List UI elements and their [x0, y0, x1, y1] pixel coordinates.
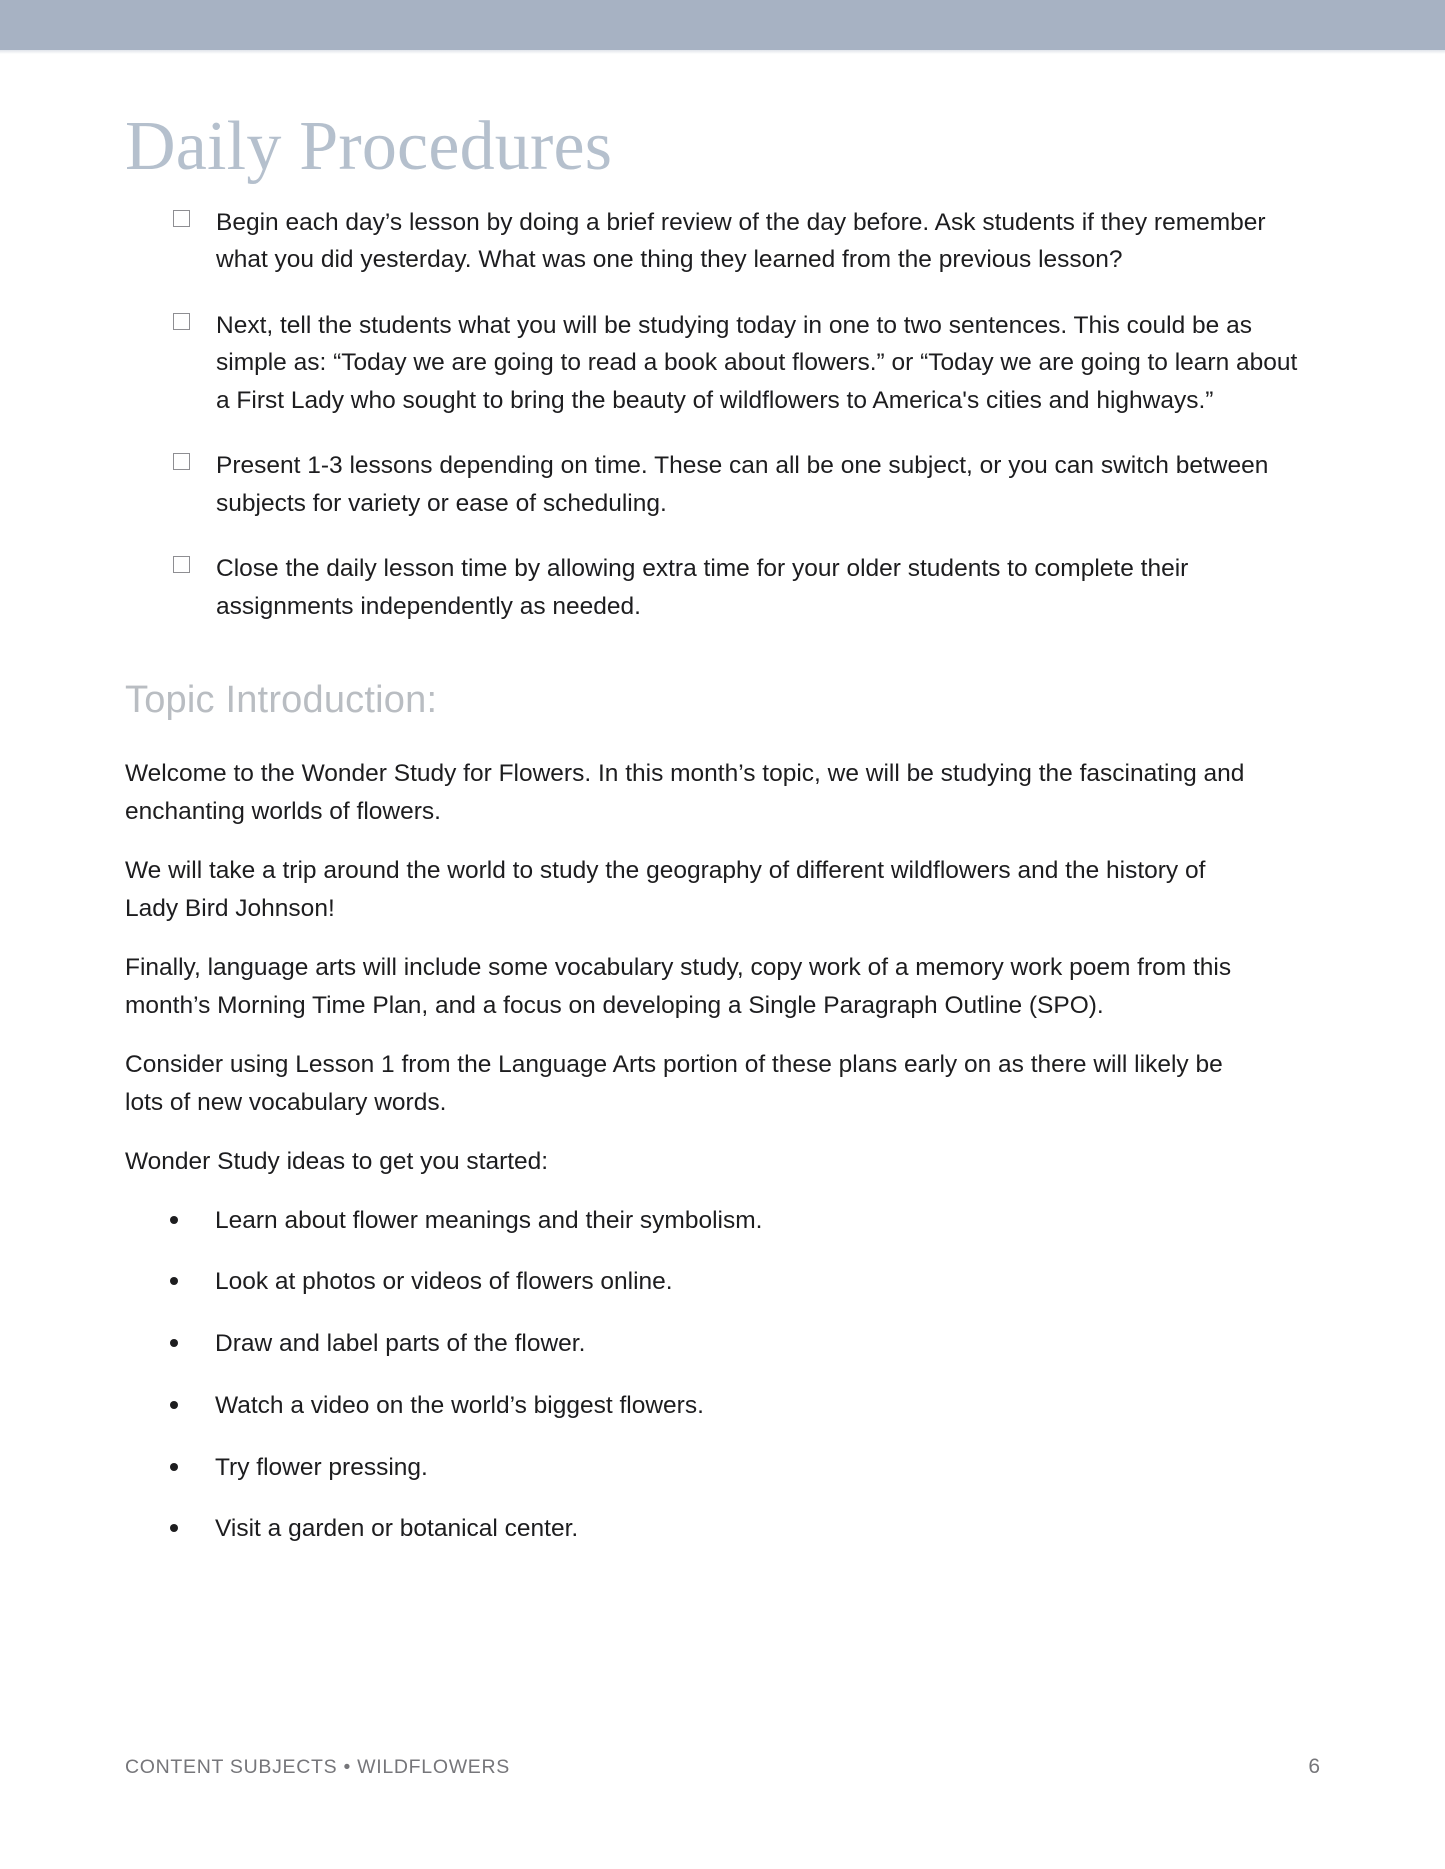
wonder-study-ideas-list — [125, 1203, 1315, 1549]
paragraph: Consider using Lesson 1 from the Language Arts portion of these plans early on as there will likely be lots of new vocabulary words. — [125, 1051, 1223, 1116]
checklist-item[interactable] — [125, 204, 1315, 279]
list-item — [125, 1203, 1315, 1240]
page-footer — [125, 1755, 1320, 1779]
empty-checkbox-icon[interactable] — [173, 556, 190, 573]
list-item-text: Watch a video on the world’s biggest flowers. — [215, 1391, 704, 1419]
checklist-item-text: Present 1-3 lessons depending on time. These can all be one subject, or you can switch between subjects for variety or ease of scheduling. — [216, 452, 1269, 517]
list-item — [125, 1388, 1315, 1425]
checklist-item[interactable] — [125, 550, 1315, 625]
bullet-dot-icon — [170, 1463, 178, 1471]
empty-checkbox-icon[interactable] — [173, 453, 190, 470]
checklist-item[interactable] — [125, 447, 1315, 522]
page-title: Daily Procedures — [125, 108, 613, 185]
checklist-item-text: Begin each day’s lesson by doing a brief review of the day before. Ask students if they remember what you did yesterday. What was one thing they learned from the previous lesson? — [216, 209, 1266, 274]
section-spacer — [125, 625, 1315, 680]
bullet-dot-icon — [170, 1277, 178, 1285]
checklist-item-text: Close the daily lesson time by allowing extra time for your older students to complete their assignments independently as needed. — [216, 555, 1189, 620]
list-item-text: Visit a garden or botanical center. — [215, 1515, 579, 1543]
bullet-dot-icon — [170, 1216, 178, 1224]
paragraph: Wonder Study ideas to get you started: — [125, 1148, 549, 1176]
list-item — [125, 1326, 1315, 1363]
list-item-text: Try flower pressing. — [215, 1453, 428, 1481]
paragraph: Welcome to the Wonder Study for Flowers. In this month’s topic, we will be studying the fascinating and enchanting worlds of flowers. — [125, 760, 1245, 825]
header-accent-bar — [0, 0, 1445, 50]
checklist-item[interactable] — [125, 307, 1315, 419]
list-item — [125, 1264, 1315, 1301]
paragraph: Finally, language arts will include some vocabulary study, copy work of a memory work poem from this month’s Morning Time Plan, and a focus on developing a Single Paragraph Outline (SPO). — [125, 954, 1232, 1019]
list-item — [125, 1450, 1315, 1487]
footer-breadcrumb: CONTENT SUBJECTS • WILDFLOWERS — [125, 1756, 510, 1778]
list-item-text: Draw and label parts of the flower. — [215, 1330, 586, 1358]
bullet-dot-icon — [170, 1524, 178, 1532]
bullet-dot-icon — [170, 1401, 178, 1409]
page-number: 6 — [1308, 1755, 1320, 1778]
paragraph: We will take a trip around the world to study the geography of different wildflowers and the history of Lady Bird Johnson! — [125, 857, 1206, 922]
empty-checkbox-icon[interactable] — [173, 313, 190, 330]
daily-procedures-checklist — [125, 204, 1315, 625]
empty-checkbox-icon[interactable] — [173, 210, 190, 227]
list-item-text: Learn about flower meanings and their symbolism. — [215, 1206, 763, 1234]
list-item-text: Look at photos or videos of flowers online. — [215, 1268, 673, 1296]
checklist-item-text: Next, tell the students what you will be studying today in one to two sentences. This could be as simple as: “Today we are going to read a book about flowers.” or “Today we are going to learn about a First Lady who sought to bring the beauty of wildflowers to America's cities and highways.” — [216, 311, 1298, 414]
list-item — [125, 1511, 1315, 1548]
topic-introduction-body — [125, 755, 1315, 1548]
topic-introduction-heading: Topic Introduction: — [125, 679, 438, 722]
bullet-dot-icon — [170, 1339, 178, 1347]
page-content — [125, 54, 1315, 1573]
